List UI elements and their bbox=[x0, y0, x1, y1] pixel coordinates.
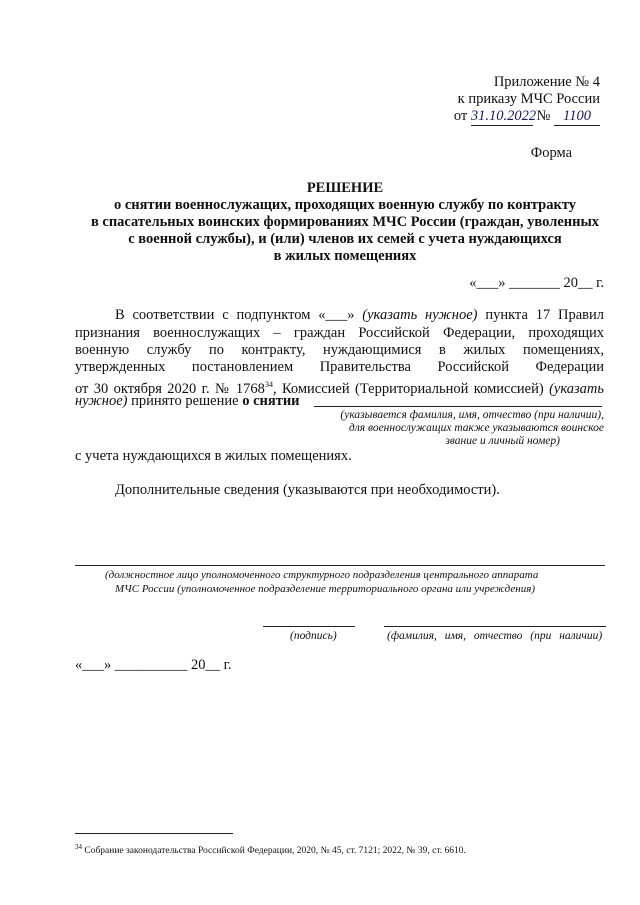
document-title: РЕШЕНИЕ bbox=[306, 180, 384, 196]
order-number-handwritten: 1100 bbox=[554, 108, 600, 126]
date-line-bottom: «___» __________ 20__ г. bbox=[75, 657, 232, 673]
official-hint-line: МЧС России (уполномоченное подразделение территориального органа или учреждения) bbox=[115, 583, 535, 595]
form-label: Форма bbox=[530, 145, 572, 161]
order-date-handwritten: 31.10.2022 bbox=[470, 108, 537, 124]
order-reference bbox=[458, 91, 600, 108]
official-blank-line bbox=[75, 565, 605, 566]
footnote-mark: 34 bbox=[75, 843, 82, 851]
paragraph-line: В соответствии с подпунктом «___» (указать нужное) пункта 17 Правил bbox=[115, 307, 605, 323]
order-reference-label: к приказу МЧС России bbox=[457, 91, 600, 107]
title-line: в жилых помещениях bbox=[273, 248, 417, 264]
order-date-number bbox=[454, 108, 600, 126]
paragraph-line: утвержденных постановлением Правительства Российской Федерации bbox=[75, 359, 604, 375]
signature-blank-line bbox=[263, 626, 355, 627]
name-blank-line bbox=[384, 626, 606, 627]
title-line: о снятии военнослужащих, проходящих военную службу по контракту bbox=[113, 197, 577, 213]
date-line-top: «___» _______ 20__ г. bbox=[469, 275, 604, 291]
paragraph-line: от 30 октября 2020 г. № 1768$^{34}$, Комиссией (Территориальной комиссией) (указать bbox=[75, 380, 604, 397]
paragraph-line: признания военнослужащих – граждан Российской Федерации, проходящих bbox=[75, 325, 604, 341]
fio-hint-line: (указывается фамилия, имя, отчество (при наличии), bbox=[340, 409, 604, 421]
name-hint: (фамилия, имя, отчество (при наличии) bbox=[387, 630, 603, 642]
signature-hint: (подпись) bbox=[290, 630, 337, 642]
appendix-number bbox=[494, 74, 600, 91]
paragraph-line: нужное) принято решение о снятии bbox=[75, 393, 300, 409]
from-queue-text: с учета нуждающихся в жилых помещениях. bbox=[75, 448, 352, 464]
order-from-prefix: от bbox=[453, 108, 468, 124]
paragraph-line: военную службу по контракту, нуждающимися в жилых помещениях, bbox=[75, 342, 604, 358]
title-line: с военной службы), и (или) членов их семей с учета нуждающихся bbox=[128, 231, 562, 247]
official-hint-line: (должностное лицо уполномоченного структурного подразделения центрального аппарата bbox=[105, 569, 539, 581]
additional-info-text: Дополнительные сведения (указываются при необходимости). bbox=[115, 482, 500, 498]
footnote bbox=[75, 841, 466, 857]
footnote-text: Собрание законодательства Российской Федерации, 2020, № 45, ст. 7121; 2022, № 39, ст. 6610. bbox=[84, 846, 466, 857]
fio-hint-line: для военнослужащих также указываются воинское bbox=[348, 422, 604, 434]
appendix-label: Приложение № 4 bbox=[493, 74, 600, 90]
fio-blank-line bbox=[314, 406, 602, 407]
title-line: в спасательных воинских формированиях МЧС России (граждан, уволенных bbox=[90, 214, 600, 230]
footnote-separator bbox=[75, 833, 233, 834]
order-number-sign: № bbox=[536, 108, 551, 124]
fio-hint-line: звание и личный номер) bbox=[445, 435, 560, 447]
